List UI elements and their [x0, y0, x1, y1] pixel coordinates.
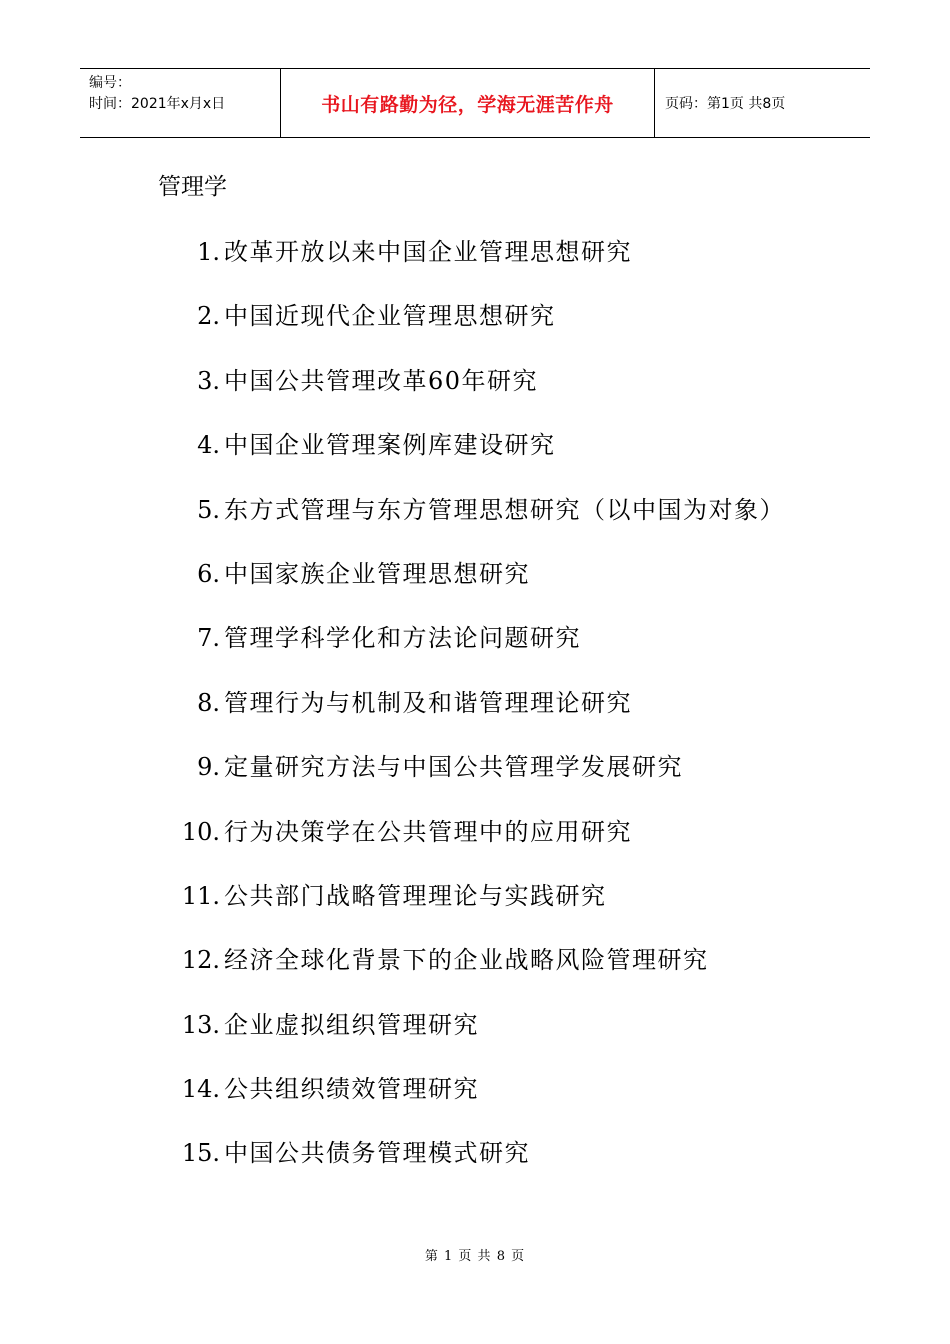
topic-number: 14.: [181, 1075, 220, 1104]
header-motto-cell: [281, 69, 655, 137]
list-item: [0, 1069, 950, 1133]
topic-text: 公共组织绩效管理研究: [224, 1075, 479, 1104]
topic-text: 行为决策学在公共管理中的应用研究: [224, 817, 632, 846]
topic-number: 15.: [181, 1139, 220, 1168]
header-page-cell: [655, 69, 870, 137]
topic-number: 12.: [181, 946, 220, 975]
topic-number: 1.: [197, 238, 220, 266]
list-item: [0, 425, 950, 489]
number-label: 编号：: [89, 75, 131, 91]
list-item: [0, 1133, 950, 1197]
topic-number: 5.: [197, 495, 220, 524]
list-item: [0, 618, 950, 682]
topic-number: 7.: [197, 624, 220, 653]
topic-text: 中国近现代企业管理思想研究: [224, 302, 556, 331]
topic-number: 8.: [197, 688, 220, 717]
list-item: [0, 876, 950, 940]
topic-number: 11.: [181, 881, 220, 910]
list-item: [0, 812, 950, 876]
page-footer: [0, 1245, 950, 1264]
list-item: [0, 1005, 950, 1069]
header-meta-cell: [80, 69, 281, 137]
topic-text: 经济全球化背景下的企业战略风险管理研究: [224, 946, 709, 975]
topic-text: 中国企业管理案例库建设研究: [224, 431, 556, 460]
list-item: [0, 747, 950, 811]
time-label: 时间：2021年x月x日: [89, 96, 226, 112]
topic-number: 6.: [197, 559, 220, 588]
topic-text: 中国公共管理改革60年研究: [224, 366, 539, 395]
list-item: [0, 361, 950, 425]
page-header: [80, 68, 870, 138]
topic-text: 企业虚拟组织管理研究: [224, 1010, 479, 1039]
topic-text: 定量研究方法与中国公共管理学发展研究: [224, 753, 683, 782]
list-item: [0, 296, 950, 360]
topic-text: 中国公共债务管理模式研究: [224, 1139, 530, 1168]
topic-number: 9.: [197, 753, 220, 782]
list-item: [0, 940, 950, 1004]
topic-number: 3.: [197, 366, 220, 395]
page-info: 页码：第1页 共8页: [665, 96, 786, 112]
topic-text: 改革开放以来中国企业管理思想研究: [224, 238, 632, 266]
topic-number: 2.: [197, 302, 220, 331]
list-item: [0, 490, 950, 554]
list-item: [0, 683, 950, 747]
topic-text: 公共部门战略管理理论与实践研究: [224, 881, 607, 910]
topic-number: 10.: [181, 817, 220, 846]
topic-list: [0, 232, 950, 1198]
motto-text: 书山有路勤为径，学海无涯苦作舟: [321, 93, 614, 116]
topic-number: 13.: [181, 1010, 220, 1039]
footer-page-number: 第 1 页 共 8 页: [424, 1249, 526, 1264]
topic-text: 管理学科学化和方法论问题研究: [224, 624, 581, 653]
topic-text: 东方式管理与东方管理思想研究（以中国为对象）: [224, 495, 785, 524]
list-item: [0, 232, 950, 296]
topic-text: 中国家族企业管理思想研究: [224, 559, 530, 588]
topic-number: 4.: [197, 431, 220, 460]
list-item: [0, 554, 950, 618]
document-title: 管理学: [158, 174, 227, 200]
topic-text: 管理行为与机制及和谐管理理论研究: [224, 688, 632, 717]
